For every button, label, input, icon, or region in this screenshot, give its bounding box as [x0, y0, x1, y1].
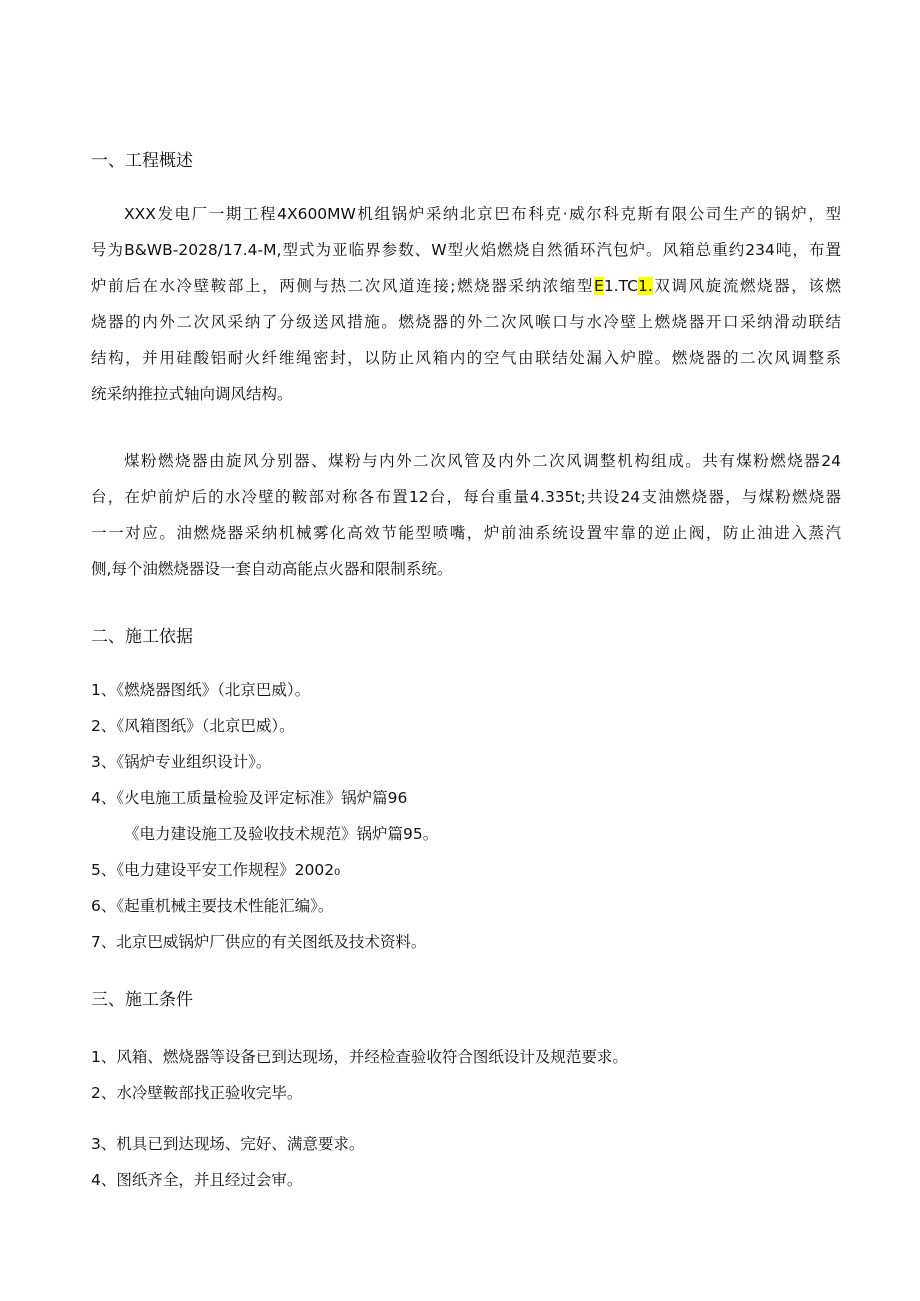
reference-item-6: 6、《起重机械主要技术性能汇编》。: [91, 897, 334, 915]
reference-item-4-continued: 《电力建设施工及验收技术规范》锅炉篇95。: [124, 825, 439, 843]
section-1-heading: 一、工程概述: [91, 151, 193, 171]
text-line: 统采纳推拉式轴向调风结构。: [91, 385, 293, 403]
text-line: 号为B&WB-2028/17.4-M,型式为亚临界参数、W型火焰燃烧自然循环汽包炉。风箱总重约234吨，布置: [91, 241, 841, 259]
reference-item-1: 1、《燃烧器图纸》（北京巴威）。: [91, 681, 311, 699]
highlighted-text: 1.: [637, 277, 653, 295]
text-line: 台，在炉前炉后的水冷壁的鞍部对称各布置12台，每台重量4.335t;共设24支油燃烧器，与煤粉燃烧器: [91, 488, 841, 506]
text-segment: 1.TC: [603, 277, 638, 295]
text-line: 一一对应。油燃烧器采纳机械雾化高效节能型喷嘴，炉前油系统设置牢靠的逆止阀，防止油进入蒸汽: [91, 524, 841, 542]
reference-item-5: 5、《电力建设平安工作规程》2002₀: [91, 861, 341, 879]
text-line: [91, 268, 841, 304]
condition-item-1: 1、风箱、燃烧器等设备已到达现场，并经检查验收符合图纸设计及规范要求。: [91, 1048, 628, 1066]
highlighted-text: E: [594, 277, 604, 295]
text-segment: 炉前后在水冷壁鞍部上，两侧与热二次风道连接;燃烧器采纳浓缩型: [91, 277, 595, 295]
reference-item-4: 4、《火电施工质量检验及评定标准》锅炉篇96: [91, 789, 408, 807]
section-1-paragraph-2: [91, 443, 841, 587]
reference-item-7: 7、北京巴威锅炉厂供应的有关图纸及技术资料。: [91, 933, 427, 951]
condition-item-3: 3、机具已到达现场、完好、满意要求。: [91, 1135, 365, 1153]
section-3-heading: 三、施工条件: [91, 990, 193, 1010]
condition-item-2: 2、水冷壁鞍部找正验收完毕。: [91, 1084, 303, 1102]
text-line: 烧器的内外二次风采纳了分级送风措施。燃烧器的外二次风喉口与水冷壁上燃烧器开口采纳滑动联结: [91, 313, 841, 331]
condition-item-4: 4、图纸齐全，并且经过会审。: [91, 1171, 303, 1189]
section-2-heading: 二、施工依据: [91, 627, 193, 647]
reference-item-2: 2、《风箱图纸》（北京巴威）。: [91, 717, 295, 735]
text-line: 侧,每个油燃烧器设一套自动高能点火器和限制系统。: [91, 560, 453, 578]
reference-item-3: 3、《锅炉专业组织设计》。: [91, 753, 272, 771]
section-1-paragraph-1: [91, 196, 841, 412]
text-line: 煤粉燃烧器由旋风分别器、煤粉与内外二次风管及内外二次风调整机构组成。共有煤粉燃烧器24: [124, 452, 841, 470]
text-line: XXX发电厂一期工程4X600MW机组锅炉采纳北京巴布科克·威尔科克斯有限公司生产的锅炉，型: [124, 205, 841, 223]
text-line: 结构，并用硅酸铝耐火纤维绳密封，以防止风箱内的空气由联结处漏入炉膛。燃烧器的二次风调整系: [91, 349, 841, 367]
text-segment: 双调风旋流燃烧器，该燃: [652, 277, 841, 295]
